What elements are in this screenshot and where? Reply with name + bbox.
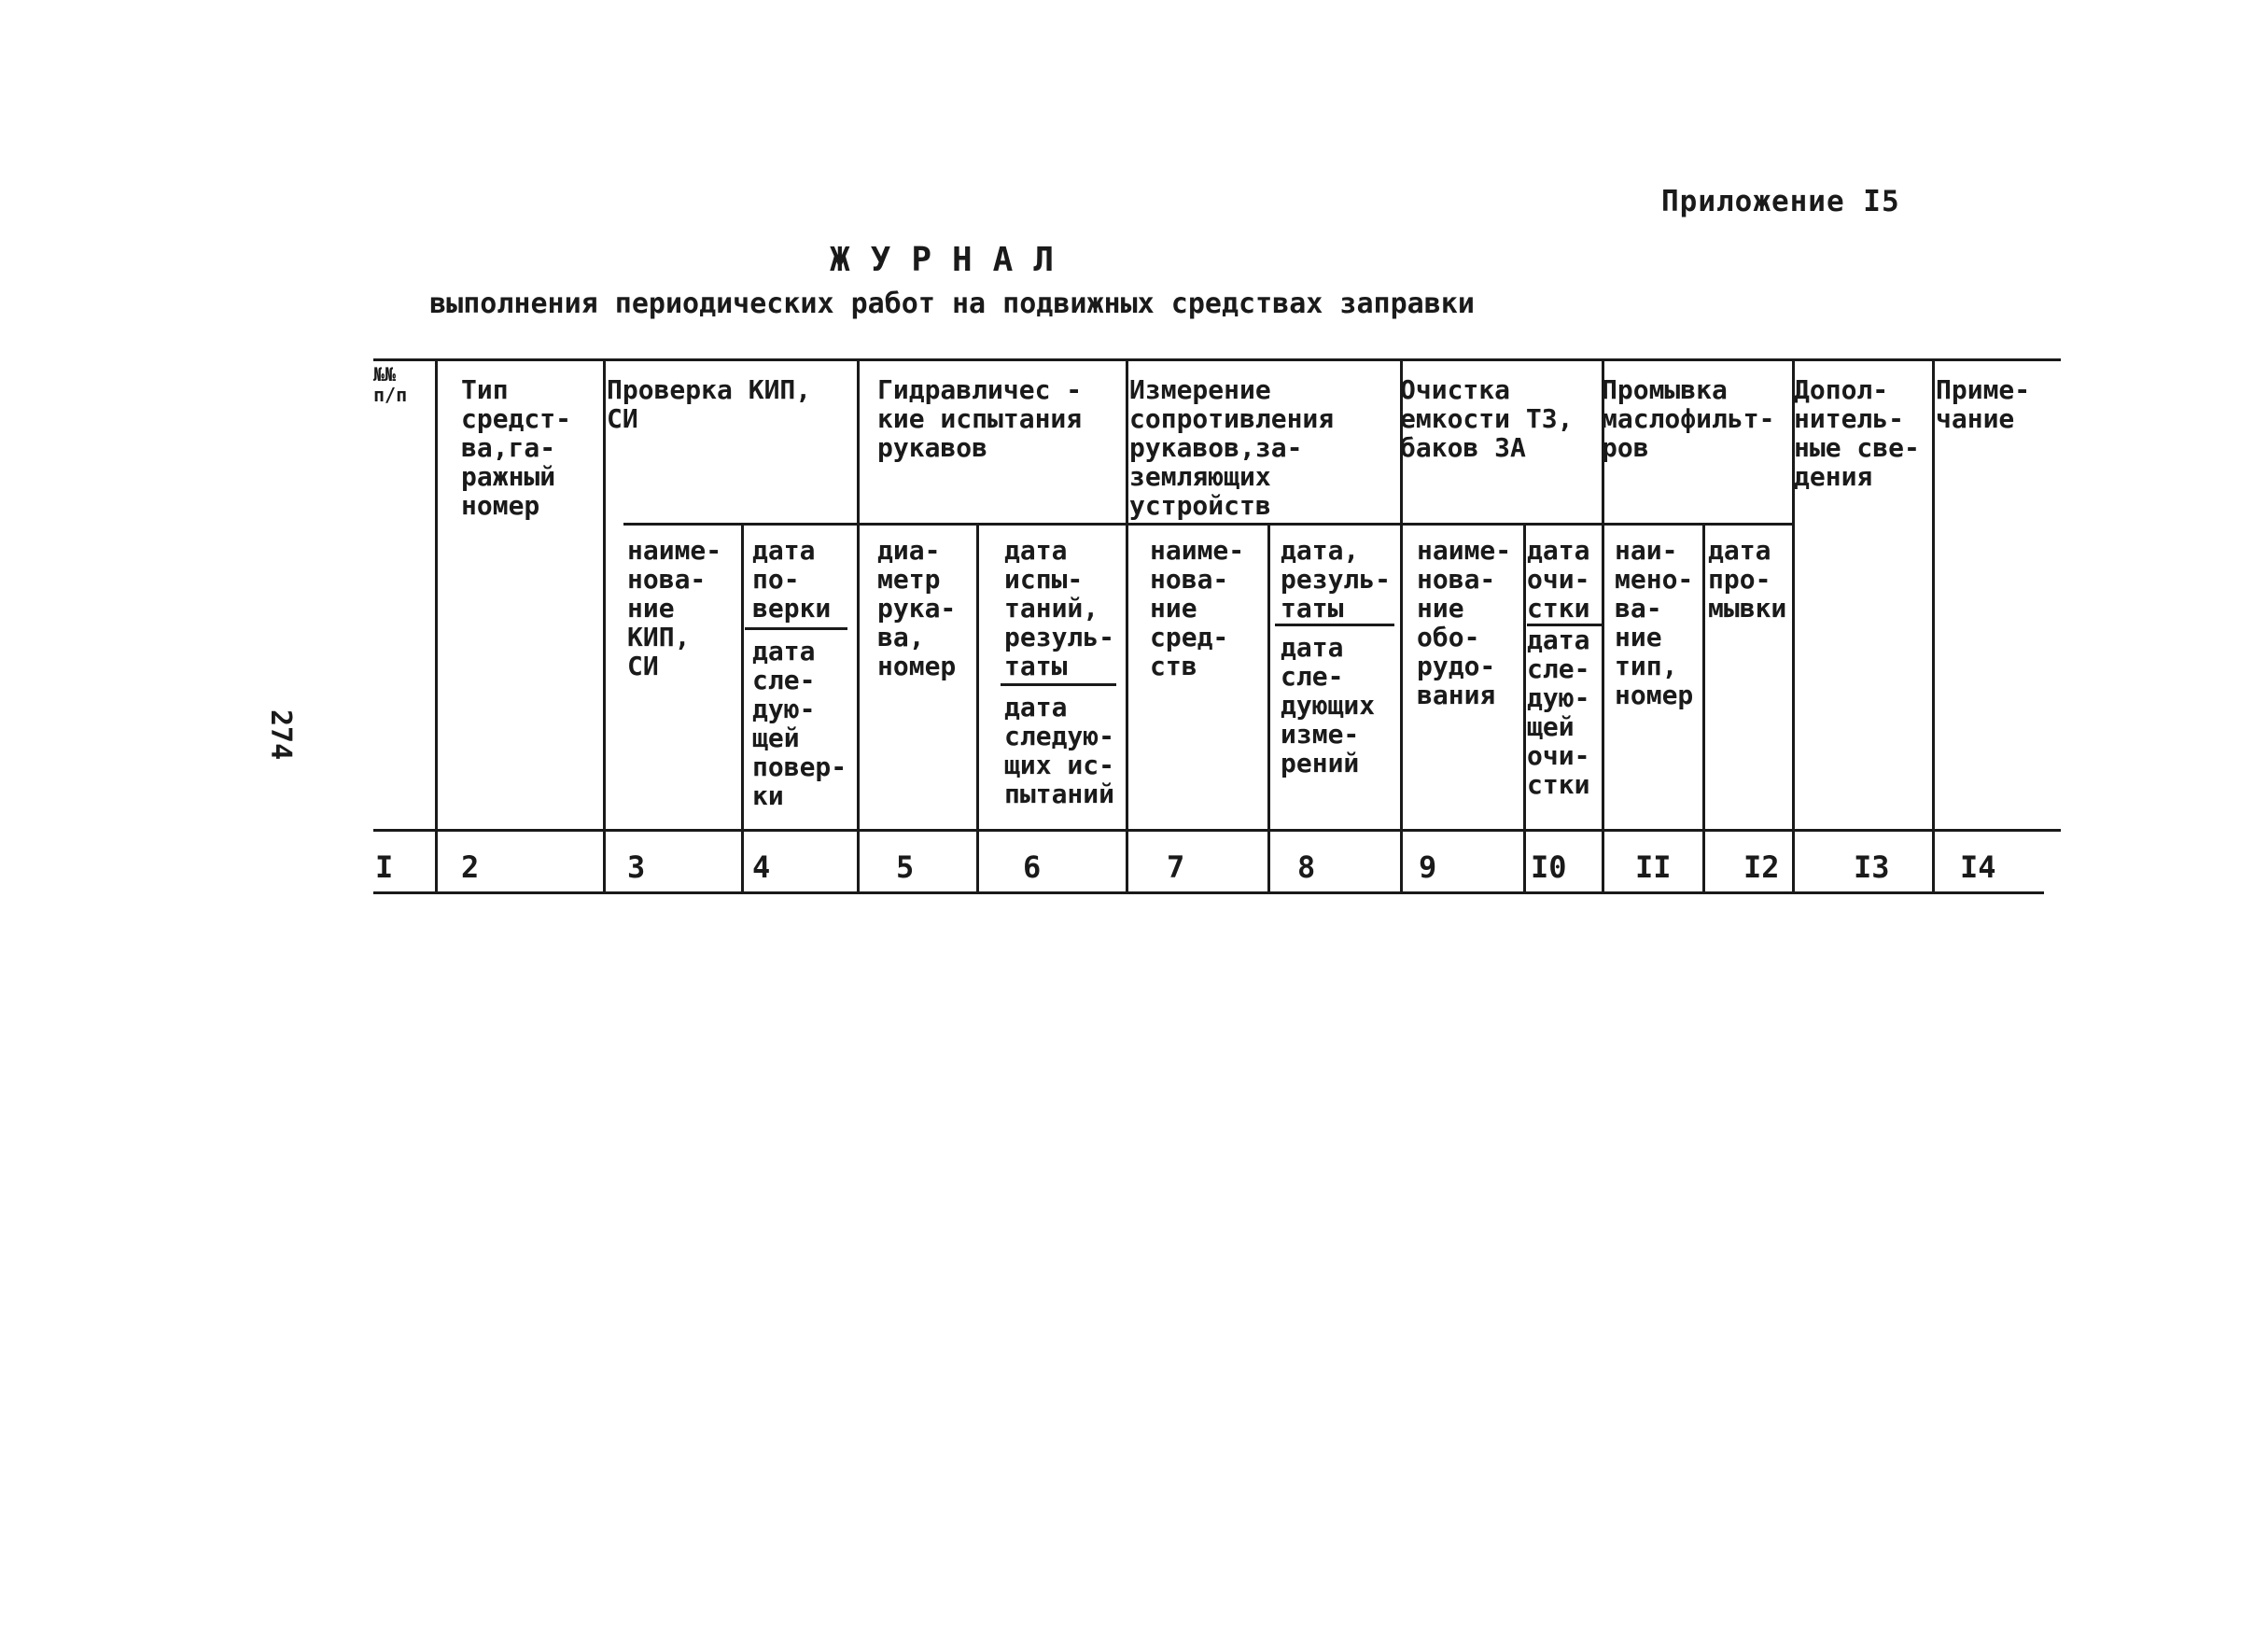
header-group-hydro: Гидравличес - кие испытания рукавов	[877, 374, 1083, 463]
header-col-note: Приме- чание	[1936, 374, 2031, 434]
column-number: II	[1635, 849, 1672, 885]
appendix-label: Приложение I5	[1661, 185, 1900, 218]
header-clean-name: наиме- нова- ние обо- рудо- вания	[1417, 535, 1512, 710]
column-number: 3	[627, 849, 646, 885]
header-group-kip: Проверка КИП, СИ	[607, 374, 812, 434]
header-kip-next: дата сле- дую- щей повер- ки	[752, 636, 847, 811]
header-kip-name: наиме- нова- ние КИП, СИ	[627, 535, 722, 681]
journal-subtitle: выполнения периодических работ на подвижных средствах заправки	[429, 288, 1475, 320]
col-divider	[435, 358, 438, 891]
header-resist-name: наиме- нова- ние сред- ств	[1150, 535, 1245, 681]
header-group-resist: Измерение сопротивления рукавов,за- земляющих устройств	[1129, 374, 1335, 521]
hydro-date-rule	[1001, 683, 1116, 686]
column-number: 9	[1419, 849, 1437, 885]
header-hydro-diam: диа- метр рука- ва, номер	[877, 535, 957, 681]
column-number: 4	[752, 849, 771, 885]
column-number: 2	[461, 849, 480, 885]
column-number: 8	[1297, 849, 1316, 885]
subheader-rule-clean	[1402, 523, 1600, 526]
header-resist-date: дата, резуль- таты	[1281, 535, 1392, 624]
header-resist-next: дата сле- дующих изме- рений	[1281, 632, 1376, 778]
column-number: 7	[1167, 849, 1185, 885]
table-top-rule	[373, 358, 2061, 361]
column-number: I3	[1854, 849, 1890, 885]
header-col-no: №№ п/п	[373, 363, 408, 406]
header-hydro-date: дата испы- таний, резуль- таты	[1004, 535, 1115, 681]
column-number: I0	[1531, 849, 1567, 885]
page-number: 274	[264, 709, 297, 761]
header-group-filter: Промывка маслофильт- ров	[1602, 374, 1775, 463]
column-number: I	[375, 849, 394, 885]
journal-title: ЖУРНАЛ	[829, 241, 1075, 279]
subheader-rule-filter	[1600, 523, 1794, 526]
resist-date-rule	[1275, 624, 1394, 626]
col-divider	[976, 523, 979, 891]
col-divider	[603, 358, 606, 891]
header-bottom-rule	[373, 829, 2061, 832]
subheader-rule-hydro	[866, 523, 1122, 526]
kip-date-rule	[745, 627, 847, 630]
subheader-rule-resist	[1122, 523, 1402, 526]
header-group-clean: Очистка емкости ТЗ, баков ЗА	[1400, 374, 1574, 463]
column-number: I2	[1743, 849, 1780, 885]
header-col-type: Тип средст- ва,га- ражный номер	[461, 374, 572, 521]
col-divider	[1267, 523, 1270, 891]
col-divider	[857, 358, 860, 891]
column-number: 6	[1023, 849, 1042, 885]
header-clean-date: дата очи- стки	[1527, 535, 1590, 624]
header-col-extra: Допол- нитель- ные све- дения	[1794, 374, 1920, 492]
column-number: I4	[1960, 849, 1996, 885]
header-hydro-next: дата следую- щих ис- пытаний	[1004, 692, 1115, 809]
column-number: 5	[896, 849, 915, 885]
col-divider	[1126, 358, 1128, 891]
col-divider	[741, 523, 744, 891]
header-filter-date: дата про- мывки	[1708, 535, 1787, 624]
subheader-rule-kip	[623, 523, 866, 526]
header-filter-name: наи- мено- ва- ние тип, номер	[1615, 535, 1694, 710]
col-divider	[1932, 358, 1935, 891]
col-divider	[1523, 523, 1526, 891]
col-divider	[1702, 523, 1705, 891]
header-kip-date: дата по- верки	[752, 535, 832, 624]
table-bottom-rule	[373, 891, 2044, 894]
header-clean-next: дата сле- дую- щей очи- стки	[1527, 624, 1590, 800]
